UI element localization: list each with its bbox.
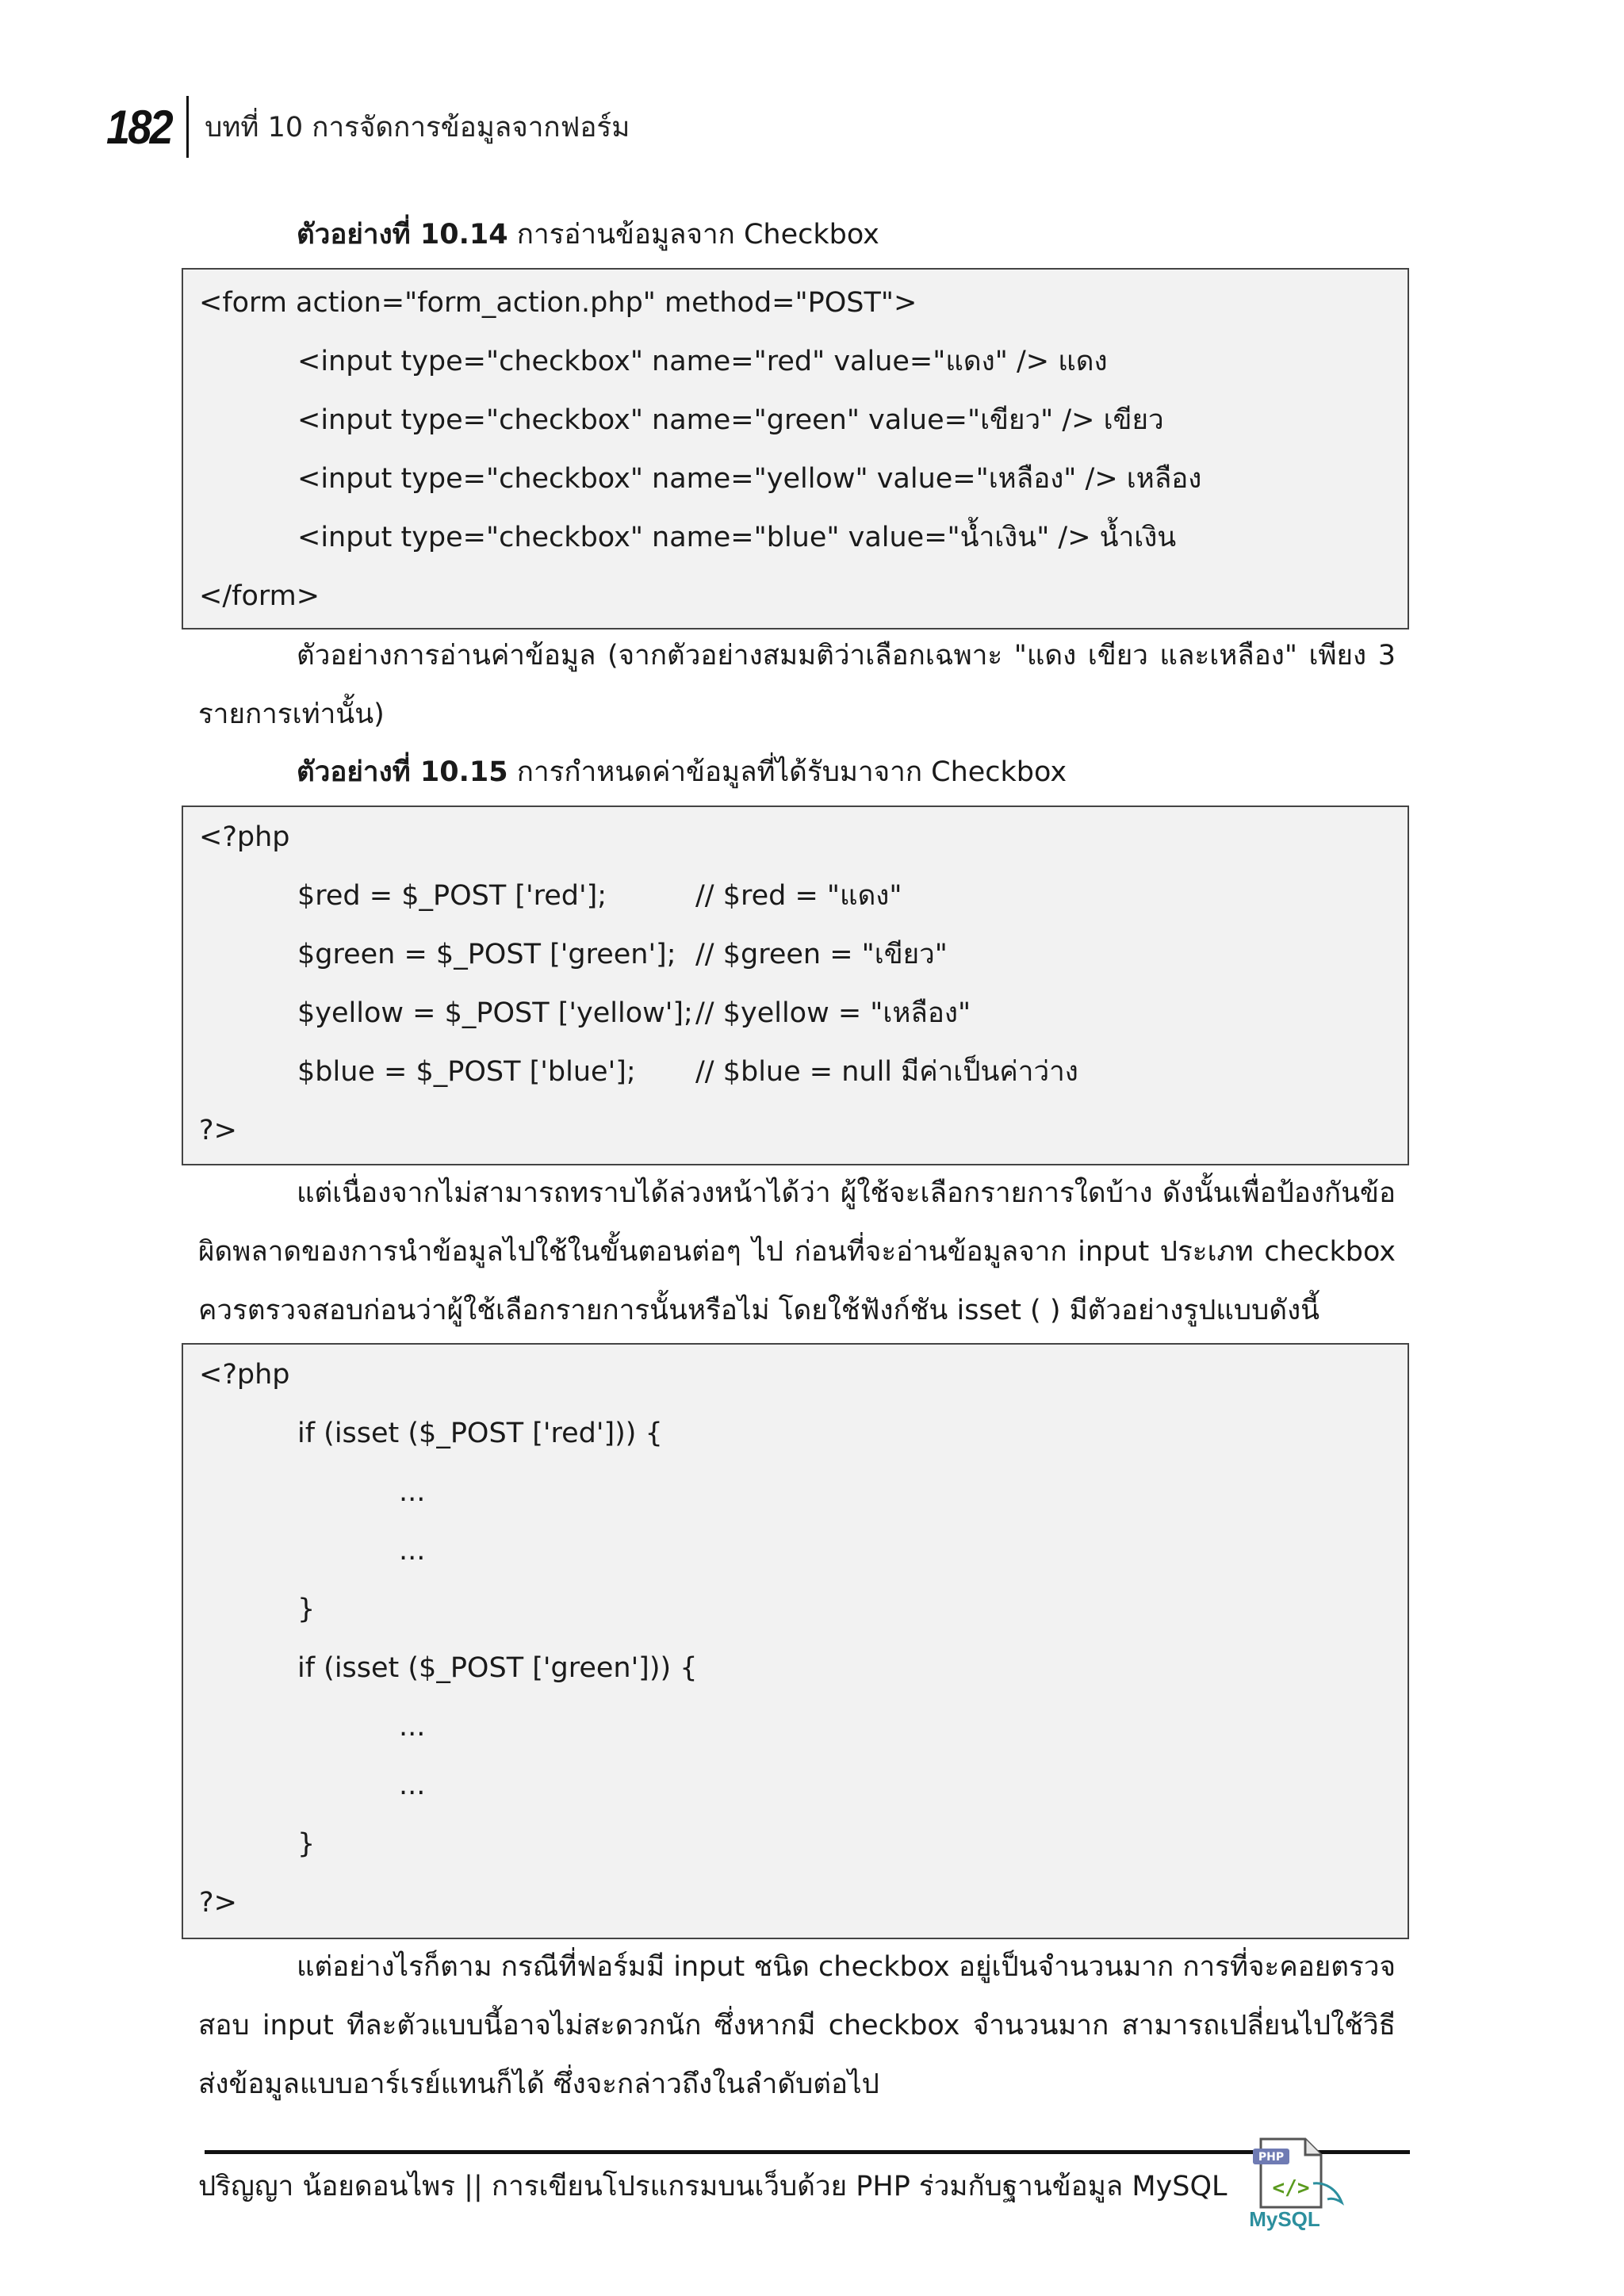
code-line: if (isset ($_POST ['red'])) { — [297, 1418, 663, 1449]
code-line: } — [297, 1828, 316, 1860]
code-line: <input type="checkbox" name="red" value="แดง" /> แดง — [297, 346, 1108, 377]
page-number: 182 — [106, 100, 171, 154]
code-line: </form> — [199, 580, 320, 612]
example-caption-10-15 — [297, 756, 1067, 788]
code-comment: // $yellow = "เหลือง" — [695, 997, 971, 1029]
page-header — [106, 94, 630, 160]
php-mysql-logo-icon — [1243, 2125, 1354, 2236]
code-line: ?> — [199, 1115, 237, 1146]
footer-rule — [205, 2150, 1410, 2154]
code-line: ... — [399, 1770, 426, 1801]
paragraph-array-alternative: แต่อย่างไรก็ตาม กรณีที่ฟอร์มมี input ชนิด checkbox อยู่เป็นจำนวนมาก การที่จะคอยตรวจสอบ input ทีละตัวแบบนี้อาจไม่สะดวกนัก ซึ่งหากมี checkbox จำนวนมาก สามารถเปลี่ยนไปใช้วิธีส่งข้อมูลแบบอาร์เรย์แทนก็ได้ ซึ่งจะกล่าวถึงในลำดับต่อไป — [198, 1951, 1396, 2100]
code-line: if (isset ($_POST ['green'])) { — [297, 1652, 698, 1684]
paragraph-isset-explanation: แต่เนื่องจากไม่สามารถทราบได้ล่วงหน้าได้ว่า ผู้ใช้จะเลือกรายการใดบ้าง ดังนั้นเพื่อป้องกันข้อผิดพลาดของการนำข้อมูลไปใช้ในขั้นตอนต่อๆ ไป ก่อนที่จะอ่านข้อมูลจาก input ประเภท checkbox ควรตรวจสอบก่อนว่าผู้ใช้เลือกรายการนั้นหรือไม่ โดยใช้ฟังก์ชัน isset ( ) มีตัวอย่างรูปแบบดังนี้ — [198, 1177, 1396, 1326]
code-line: ... — [399, 1476, 426, 1508]
code-line: <?php — [199, 821, 290, 853]
code-line: <?php — [199, 1359, 290, 1391]
example-label: ตัวอย่างที่ 10.15 — [297, 756, 508, 788]
code-line: ... — [399, 1711, 426, 1743]
code-block-assign — [182, 806, 1409, 1165]
code-line: <input type="checkbox" name="blue" value="น้ำเงิน" /> น้ำเงิน — [297, 522, 1177, 553]
header-divider — [186, 96, 189, 158]
chapter-title: บทที่ 10 การจัดการข้อมูลจากฟอร์ม — [205, 111, 630, 144]
code-comment: // $blue = null มีค่าเป็นค่าว่าง — [695, 1056, 1078, 1088]
code-line: $green = $_POST ['green']; — [297, 939, 676, 970]
example-title: การกำหนดค่าข้อมูลที่ได้รับมาจาก Checkbox — [516, 756, 1067, 788]
code-line: } — [297, 1594, 316, 1625]
code-symbol: </> — [1272, 2176, 1310, 2200]
code-block-form — [182, 268, 1409, 629]
paragraph-reading-values: ตัวอย่างการอ่านค่าข้อมูล (จากตัวอย่างสมมติว่าเลือกเฉพาะ "แดง เขียว และเหลือง" เพียง 3 รายการเท่านั้น) — [198, 640, 1396, 730]
example-caption-10-14 — [297, 219, 879, 251]
code-line: <input type="checkbox" name="green" value="เขียว" /> เขียว — [297, 404, 1164, 436]
code-line: <form action="form_action.php" method="POST"> — [199, 287, 917, 319]
example-title: การอ่านข้อมูลจาก Checkbox — [516, 219, 879, 251]
footer-text: ปริญญา น้อยดอนไพร || การเขียนโปรแกรมบนเว็บด้วย PHP ร่วมกับฐานข้อมูล MySQL — [198, 2171, 1228, 2202]
code-line: $yellow = $_POST ['yellow']; — [297, 997, 693, 1029]
example-label: ตัวอย่างที่ 10.14 — [297, 219, 508, 251]
code-block-isset — [182, 1343, 1409, 1939]
code-line: $blue = $_POST ['blue']; — [297, 1056, 636, 1088]
php-badge-text: PHP — [1258, 2151, 1285, 2164]
code-line: $red = $_POST ['red']; — [297, 880, 607, 912]
code-line: <input type="checkbox" name="yellow" value="เหลือง" /> เหลือง — [297, 463, 1202, 495]
code-comment: // $green = "เขียว" — [695, 939, 948, 970]
mysql-text: MySQL — [1249, 2207, 1320, 2231]
code-line: ?> — [199, 1887, 237, 1919]
code-comment: // $red = "แดง" — [695, 880, 902, 912]
code-line: ... — [399, 1535, 426, 1567]
